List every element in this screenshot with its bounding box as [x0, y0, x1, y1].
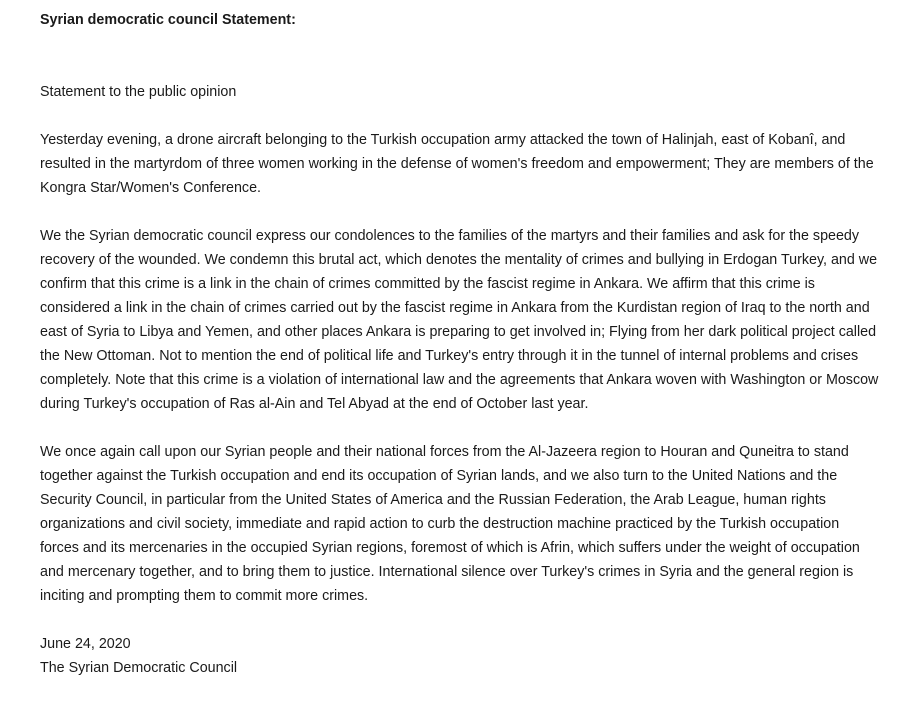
paragraph-attack-report: Yesterday evening, a drone aircraft belonging to the Turkish occupation army attacked the town of Halinjah, east of Kobanî, and resulted in the martyrdom of three women working in the defense of women's freedom and empowerment; They are members of the Kongra Star/Women's Conference. [40, 132, 874, 196]
paragraph-call-to-action: We once again call upon our Syrian people and their national forces from the Al-Jazeera region to Houran and Quneitra to stand together against the Turkish occupation and end its occupation of Syrian lands, and we also turn to the United Nations and the Security Council, in particular from the United States of America and the Russian Federation, the Arab League, human rights organizations and civil society, immediate and rapid action to curb the destruction machine practiced by the Turkish occupation forces and its mercenaries in the occupied Syrian regions, foremost of which is Afrin, which suffers under the weight of occupation and mercenary together, and to bring them to justice. International silence over Turkey's crimes in Syria and the general region is inciting and prompting them to commit more crimes. [40, 444, 860, 604]
statement-title: Syrian democratic council Statement: [40, 12, 296, 28]
statement-date: June 24, 2020 [40, 636, 131, 652]
statement-subtitle: Statement to the public opinion [40, 84, 237, 100]
paragraph-condemnation: We the Syrian democratic council express our condolences to the families of the martyrs and their families and ask for the speedy recovery of the wounded. We condemn this brutal act, which denotes the mentality of crimes and bullying in Erdogan Turkey, and we confirm that this crime is a link in the chain of crimes committed by the fascist regime in Ankara. We affirm that this crime is considered a link in the chain of crimes carried out by the fascist regime in Ankara from the Kurdistan region of Iraq to the north and east of Syria to Libya and Yemen, and other places Ankara is preparing to get involved in; Flying from her dark political project called the New Ottoman. Not to mention the end of political life and Turkey's entry through it in the tunnel of internal problems and crises completely. Note that this crime is a violation of international law and the agreements that Ankara woven with Washington or Moscow during Turkey's occupation of Ras al-Ain and Tel Abyad at the end of October last year. [40, 228, 879, 412]
statement-signature: The Syrian Democratic Council [40, 660, 238, 676]
statement-document [40, 8, 880, 680]
